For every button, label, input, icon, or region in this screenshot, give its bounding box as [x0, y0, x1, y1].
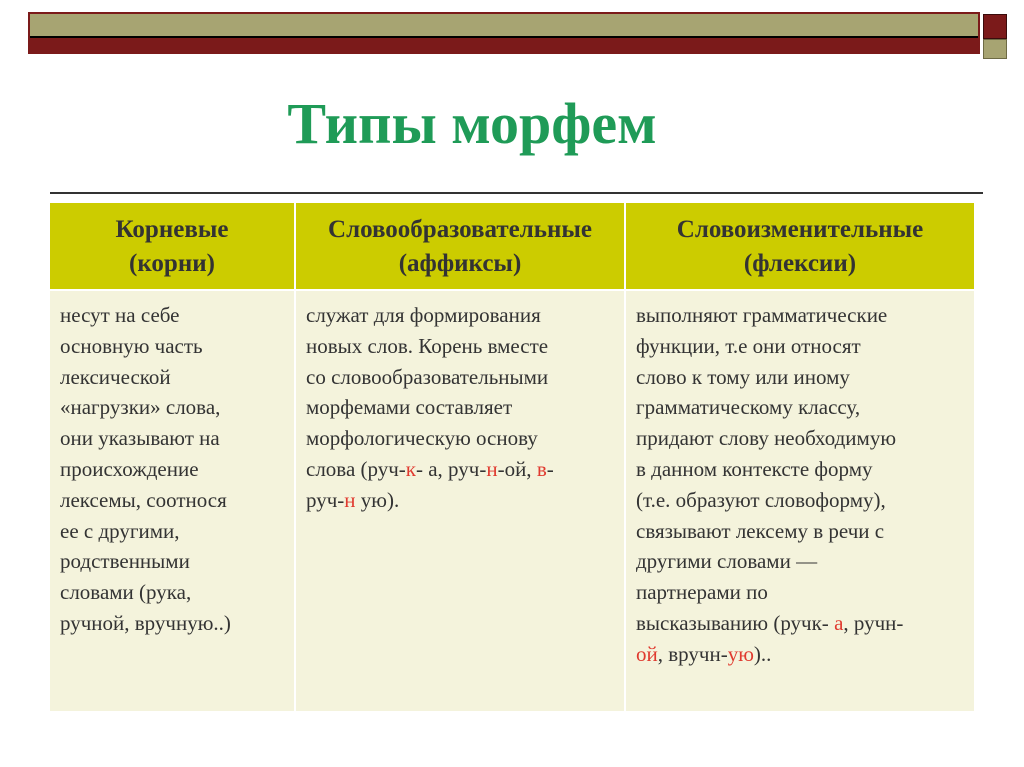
header-roots-line1: Корневые — [115, 216, 229, 243]
body-cell-roots — [50, 291, 294, 711]
inflection-highlight: ой — [636, 641, 658, 666]
roots-text-line: родственными — [60, 549, 190, 574]
inflections-example-text: , вручн- — [657, 641, 728, 666]
affixes-text-line: морфемами составляет — [306, 395, 513, 420]
morpheme-types-table — [50, 203, 974, 711]
slide-title: Типы морфем — [287, 91, 657, 156]
inflections-text-line: (т.е. образуют словоформу), — [636, 487, 886, 512]
roots-text-line: лексической — [60, 364, 171, 389]
inflections-text-line: партнерами по — [636, 580, 768, 605]
roots-text-line: несут на себе — [60, 303, 180, 327]
top-decor-bar-stripe — [30, 14, 978, 38]
roots-text-line: ее с другими, — [60, 518, 180, 543]
roots-text-line: ручной, вручную..) — [60, 610, 231, 635]
affix-highlight: в — [536, 456, 547, 481]
affix-highlight: н — [344, 487, 356, 512]
header-inflections-line1: Словоизменительные — [676, 216, 924, 243]
inflections-example-line — [636, 608, 966, 639]
inflections-example-text: высказыванию (ручк- — [636, 610, 835, 635]
header-cell-affixes — [296, 203, 624, 289]
inflection-highlight: а — [834, 610, 844, 635]
inflections-example-text: ).. — [753, 641, 772, 666]
affixes-example-text: - а, руч- — [415, 456, 487, 481]
inflection-highlight: ую — [727, 641, 754, 666]
affixes-example-line — [306, 485, 616, 516]
roots-text-line: основную часть — [60, 333, 203, 358]
header-cell-roots — [50, 203, 294, 289]
inflections-example-text: , ручн- — [843, 610, 904, 635]
top-decor-bar — [28, 12, 980, 54]
affixes-example-text: ую). — [355, 487, 400, 512]
header-cell-inflections — [626, 203, 974, 289]
inflections-text-line: выполняют грамматические — [636, 303, 888, 327]
roots-text-line: словами (рука, — [60, 580, 192, 605]
header-affixes-line1: Словообразовательные — [328, 216, 592, 243]
affix-highlight: к — [405, 456, 416, 481]
roots-text-line: они указывают на — [60, 426, 220, 451]
roots-text-line: «нагрузки» слова, — [60, 395, 221, 420]
affixes-text-line: новых слов. Корень вместе — [306, 333, 549, 358]
inflections-example-line — [636, 639, 966, 670]
body-cell-affixes — [296, 291, 624, 711]
affixes-example-text: руч- — [306, 487, 345, 512]
inflections-text-line: в данном контексте форму — [636, 456, 873, 481]
affixes-text-line: служат для формирования — [306, 303, 541, 327]
header-affixes-line2: (аффиксы) — [398, 250, 522, 277]
header-roots-line2: (корни) — [129, 250, 215, 277]
corner-square-olive — [983, 39, 1007, 59]
affixes-example-line — [306, 454, 616, 485]
inflections-text-line: придают слову необходимую — [636, 426, 897, 451]
inflections-text-line: связывают лексему в речи с — [636, 518, 885, 543]
corner-square-red — [983, 14, 1007, 39]
affixes-example-text: - — [546, 456, 554, 481]
inflections-text-line: грамматическому классу, — [636, 395, 861, 420]
roots-text-line: лексемы, соотнося — [60, 487, 227, 512]
roots-text-line: происхождение — [60, 456, 199, 481]
header-inflections-line2: (флексии) — [743, 250, 857, 277]
inflections-text-line: другими словами — — [636, 549, 818, 574]
affixes-text-line: морфологическую основу — [306, 426, 538, 451]
inflections-text-line: слово к тому или иному — [636, 364, 850, 389]
affixes-text-line: со словообразовательными — [306, 364, 549, 389]
title-divider — [50, 192, 983, 194]
affixes-example-text: -ой, — [497, 456, 537, 481]
affix-highlight: н — [486, 456, 498, 481]
affixes-example-text: слова (руч- — [306, 456, 406, 481]
body-cell-inflections — [626, 291, 974, 711]
inflections-text-line: функции, т.е они относят — [636, 333, 861, 358]
